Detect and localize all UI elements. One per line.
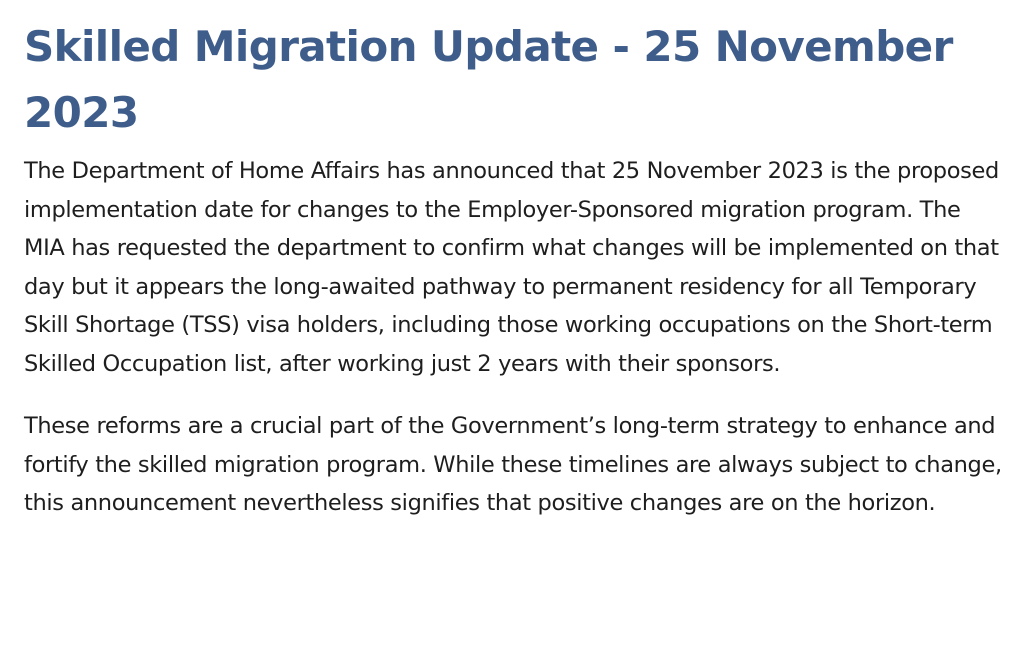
article-paragraph-1: The Department of Home Affairs has announced that 25 November 2023 is the proposed implementation date for changes to the Employer-Sponsored migration program. The MIA has requested the department to confirm what changes will be implemented on that day but it appears the long-awaited pathway to permanent residency for all Temporary Skill Shortage (TSS) visa holders, including those working occupations on the Short-term Skilled Occupation list, after working just 2 years with their sponsors. [24,158,999,377]
article-title: Skilled Migration Update - 25 November 2023 [24,22,953,137]
article-paragraph-2: These reforms are a crucial part of the Government’s long-term strategy to enhance and fortify the skilled migration program. While these timelines are always subject to change, this announcement nevertheless signifies that positive changes are on the horizon. [24,413,1002,516]
article [24,14,1004,523]
